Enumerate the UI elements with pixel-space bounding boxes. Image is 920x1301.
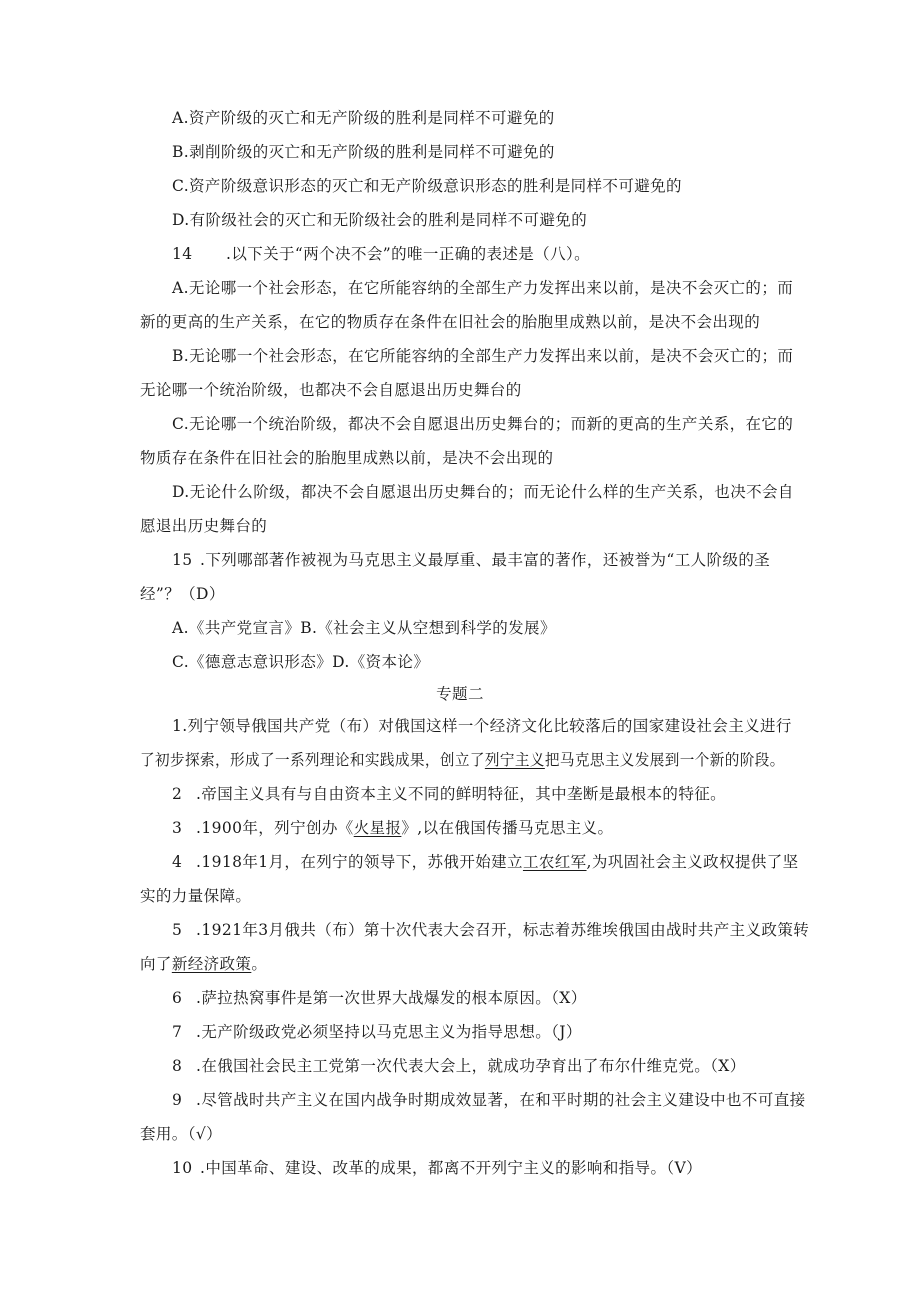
item4-text-before: .1918年1月，在列宁的领导下，苏俄开始建立 <box>196 853 523 871</box>
item6-number: 6 <box>172 989 183 1007</box>
item1-text-after: 把马克思主义发展到一个新的阶段。 <box>544 751 785 769</box>
q14-stem-text: .以下关于“两个决不会”的唯一正确的表述是（八）。 <box>226 245 591 263</box>
item1-line1: 1.列宁领导俄国共产党（布）对俄国这样一个经济文化比较落后的国家建设社会主义进行 <box>172 717 792 735</box>
item5-answer-underlined: 新经济政策 <box>171 955 252 973</box>
item7-number: 7 <box>172 1023 183 1041</box>
item2 <box>172 784 817 804</box>
item9-number: 9 <box>172 1091 183 1109</box>
item5-text: .1921年3月俄共（布）第十次代表大会召开，标志着苏维埃俄国由战时共产主义政策转 <box>196 921 810 939</box>
item5-line2 <box>140 954 785 974</box>
item3-number: 3 <box>172 819 183 837</box>
q15-options-cd: C.《德意志意识形态》D.《资本论》 <box>172 653 430 671</box>
q14-number: 14 <box>172 245 193 263</box>
item4-line1 <box>172 852 817 872</box>
section-title: 专题二 <box>436 685 484 703</box>
item3-text-after: 》,以在俄国传播马克思主义。 <box>401 819 614 837</box>
item9-line1 <box>172 1090 817 1110</box>
item3-answer-underlined: 火星报 <box>353 819 402 837</box>
q15-number: 15 <box>172 551 193 569</box>
item6-text: .萨拉热窝事件是第一次世界大战爆发的根本原因。（X） <box>196 989 587 1007</box>
item9-text: .尽管战时共产主义在国内战争时期成效显著，在和平时期的社会主义建设中也不可直接 <box>196 1091 806 1109</box>
q15-stem-line1 <box>172 550 817 570</box>
item8-text: .在俄国社会民主工党第一次代表大会上，就成功孕育出了布尔什维克党。（X） <box>196 1057 746 1075</box>
item8 <box>172 1056 817 1076</box>
item3-text-before: .1900年，列宁创办《 <box>196 819 354 837</box>
q14-option-c-line2: 物质存在条件在旧社会的胎胞里成熟以前，是决不会出现的 <box>140 449 554 467</box>
q13-option-a: A.资产阶级的灭亡和无产阶级的胜利是同样不可避免的 <box>172 109 555 127</box>
item4-text-after: ,为巩固社会主义政权提供了坚 <box>586 853 799 871</box>
item8-number: 8 <box>172 1057 183 1075</box>
item5-text-after: 。 <box>251 955 268 973</box>
item5-number: 5 <box>172 921 183 939</box>
item4-number: 4 <box>172 853 183 871</box>
q13-option-c: C.资产阶级意识形态的灭亡和无产阶级意识形态的胜利是同样不可避免的 <box>172 177 682 195</box>
q13-option-b: B.剥削阶级的灭亡和无产阶级的胜利是同样不可避免的 <box>172 143 555 161</box>
item7-text: .无产阶级政党必须坚持以马克思主义为指导思想。（J） <box>196 1023 582 1041</box>
q15-stem-text: .下列哪部著作被视为马克思主义最厚重、最丰富的著作，还被誉为“工人阶级的圣 <box>200 551 771 569</box>
q15-stem-line2: 经”？（D） <box>140 585 225 603</box>
item7 <box>172 1022 817 1042</box>
q14-option-c-line1: C.无论哪一个统治阶级，都决不会自愿退出历史舞台的；而新的更高的生产关系，在它的 <box>172 415 794 433</box>
item1-text-before: 了初步探索，形成了一系列理论和实践成果，创立了 <box>140 751 485 769</box>
item4-answer-underlined: 工农红军 <box>522 853 587 871</box>
q14-option-d-line2: 愿退出历史舞台的 <box>140 517 268 535</box>
q14-option-d-line1: D.无论什么阶级，都决不会自愿退出历史舞台的；而无论什么样的生产关系，也决不会自 <box>172 483 794 501</box>
q14-option-b-line1: B.无论哪一个社会形态，在它所能容纳的全部生产力发挥出来以前，是决不会灭亡的；而 <box>172 347 794 365</box>
item1-line2 <box>140 750 785 770</box>
item9-line2: 套用。（√） <box>140 1125 223 1143</box>
q14-option-a-line2: 新的更高的生产关系，在它的物质存在条件在旧社会的胎胞里成熟以前，是决不会出现的 <box>140 313 761 331</box>
item3 <box>172 818 817 838</box>
q15-options-ab: A.《共产党宣言》B.《社会主义从空想到科学的发展》 <box>172 619 556 637</box>
q14-stem <box>172 244 817 264</box>
item10 <box>172 1158 817 1178</box>
q14-option-b-line2: 无论哪一个统治阶级，也都决不会自愿退出历史舞台的 <box>140 381 522 399</box>
item10-number: 10 <box>172 1159 193 1177</box>
item5-line1 <box>172 920 817 940</box>
item5-text-before: 向了 <box>140 955 172 973</box>
item2-text: .帝国主义具有与自由资本主义不同的鲜明特征，其中垄断是最根本的特征。 <box>196 785 727 803</box>
q14-option-a-line1: A.无论哪一个社会形态，在它所能容纳的全部生产力发挥出来以前，是决不会灭亡的；而 <box>172 279 794 297</box>
item1-answer-underlined: 列宁主义 <box>484 751 545 769</box>
q13-option-d: D.有阶级社会的灭亡和无阶级社会的胜利是同样不可避免的 <box>172 211 588 229</box>
item4-line2: 实的力量保障。 <box>140 887 252 905</box>
item2-number: 2 <box>172 785 183 803</box>
item10-text: .中国革命、建设、改革的成果，都离不开列宁主义的影响和指导。（V） <box>200 1159 703 1177</box>
item6 <box>172 988 817 1008</box>
